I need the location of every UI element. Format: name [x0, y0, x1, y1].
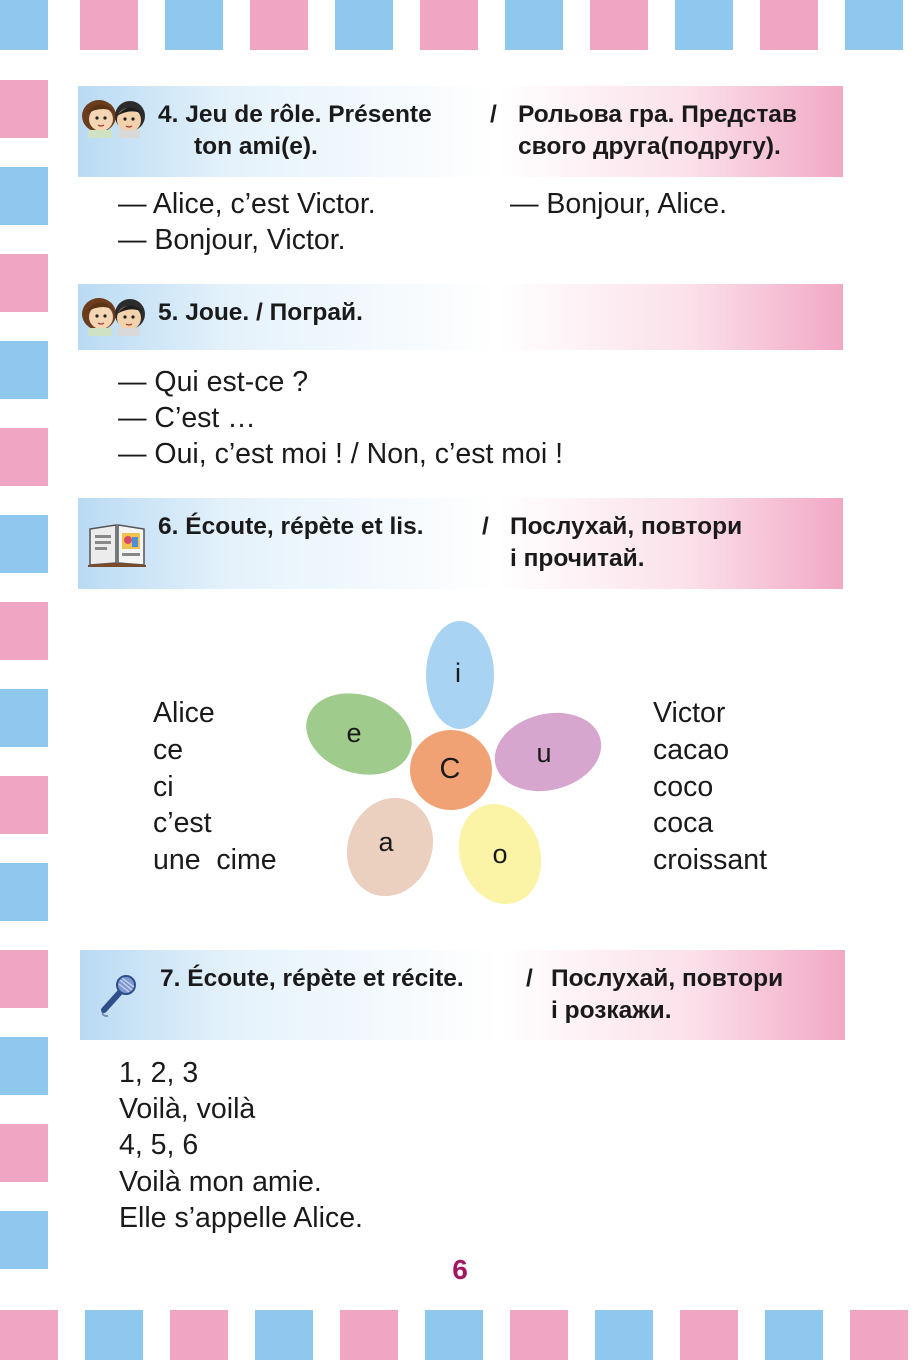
exercise-7-title-ua-line2: і розкажи.	[551, 997, 672, 1024]
border-square	[0, 80, 48, 138]
word-list-item: Victor	[653, 697, 726, 729]
border-square	[0, 0, 48, 50]
border-square	[0, 1211, 48, 1269]
ex5-dialogue-line-2: — C’est …	[118, 402, 256, 434]
microphone-icon	[98, 974, 140, 1023]
border-square	[0, 602, 48, 660]
exercise-7-header	[80, 950, 845, 1040]
border-square	[255, 1310, 313, 1360]
exercise-7-title-ua-line1: Послухай, повтори	[551, 965, 784, 992]
border-square	[850, 1310, 908, 1360]
word-list-item: c’est	[153, 807, 212, 840]
exercise-4-header	[78, 86, 843, 177]
border-square	[680, 1310, 738, 1360]
poem-line: 1, 2, 3	[119, 1057, 199, 1089]
exercise-7-separator: /	[526, 965, 533, 992]
ex4-dialogue-line-2: — Bonjour, Alice.	[510, 188, 728, 220]
poem-line: Voilà mon amie.	[119, 1165, 322, 1198]
word-list-item: croissant	[653, 844, 768, 877]
poem-line: Voilà, voilà	[119, 1093, 256, 1126]
petal-label-e: e	[346, 718, 362, 748]
border-square	[335, 0, 393, 50]
ex5-dialogue-line-1: — Qui est-ce ?	[118, 366, 309, 398]
border-square	[760, 0, 818, 50]
word-list-item: Alice	[153, 697, 215, 729]
exercise-4-title-ua-line1: Рольова гра. Представ	[518, 101, 797, 128]
border-square	[0, 1124, 48, 1182]
exercise-4-title-fr-line1: 4. Jeu de rôle. Présente	[158, 101, 432, 128]
border-square	[0, 167, 48, 225]
border-square	[675, 0, 733, 50]
exercise-4-title-fr-line2: ton ami(e).	[194, 133, 318, 160]
border-square	[505, 0, 563, 50]
exercise-5-title: 5. Joue. / Пограй.	[158, 299, 363, 326]
ex7-poem	[119, 1055, 363, 1236]
border-square	[0, 1037, 48, 1095]
border-square	[0, 950, 48, 1008]
ex4-dialogue-line-3: — Bonjour, Victor.	[118, 224, 346, 256]
ex4-dialogue-line-1: — Alice, c’est Victor.	[118, 188, 376, 220]
petal-label-u: u	[536, 738, 552, 768]
exercise-6-separator: /	[482, 513, 489, 540]
exercise-6-title-fr: 6. Écoute, répète et lis.	[158, 513, 424, 540]
word-list-item: coco	[653, 770, 714, 803]
border-square	[425, 1310, 483, 1360]
word-list-item: cacao	[653, 733, 730, 766]
border-square	[845, 0, 903, 50]
exercise-6-title-ua-line2: і прочитай.	[510, 545, 645, 572]
exercise-4-separator: /	[490, 101, 497, 128]
open-book-icon	[88, 521, 146, 572]
exercise-6-header	[78, 498, 843, 589]
border-square	[0, 428, 48, 486]
word-list-item: ce	[153, 733, 184, 766]
petal-label-i: i	[455, 658, 461, 688]
border-square	[165, 0, 223, 50]
word-list-item: ci	[153, 770, 174, 803]
exercise-7-title-fr: 7. Écoute, répète et récite.	[160, 965, 464, 992]
border-square	[420, 0, 478, 50]
flower-center-label: C	[439, 753, 461, 785]
ex6-left-word-list	[153, 695, 277, 879]
two-children-icon	[80, 96, 150, 143]
exercise-6-title-ua-line1: Послухай, повтори	[510, 513, 743, 540]
border-square	[590, 0, 648, 50]
border-square	[340, 1310, 398, 1360]
border-square	[0, 341, 48, 399]
exercise-4-title-ua-line2: свого друга(подругу).	[518, 133, 781, 160]
border-square	[170, 1310, 228, 1360]
border-square	[595, 1310, 653, 1360]
ex5-dialogue-line-3: — Oui, c’est moi ! / Non, c’est moi !	[118, 438, 564, 470]
border-square	[0, 515, 48, 573]
border-square	[0, 689, 48, 747]
border-square	[85, 1310, 143, 1360]
border-square	[765, 1310, 823, 1360]
word-list-item: une cime	[153, 844, 277, 877]
two-children-icon	[80, 294, 150, 341]
word-list-item: coca	[653, 807, 714, 840]
petal-label-o: o	[492, 839, 508, 869]
petal-label-a: a	[378, 827, 394, 857]
border-square	[510, 1310, 568, 1360]
poem-line: Elle s’appelle Alice.	[119, 1201, 363, 1234]
border-square	[0, 254, 48, 312]
poem-line: 4, 5, 6	[119, 1129, 199, 1162]
border-square	[0, 1310, 58, 1360]
exercise-5-header	[78, 284, 843, 350]
ex6-right-word-list	[653, 695, 767, 879]
border-square	[0, 776, 48, 834]
border-square	[80, 0, 138, 50]
page-number: 6	[452, 1254, 468, 1285]
border-square	[0, 863, 48, 921]
border-square	[250, 0, 308, 50]
